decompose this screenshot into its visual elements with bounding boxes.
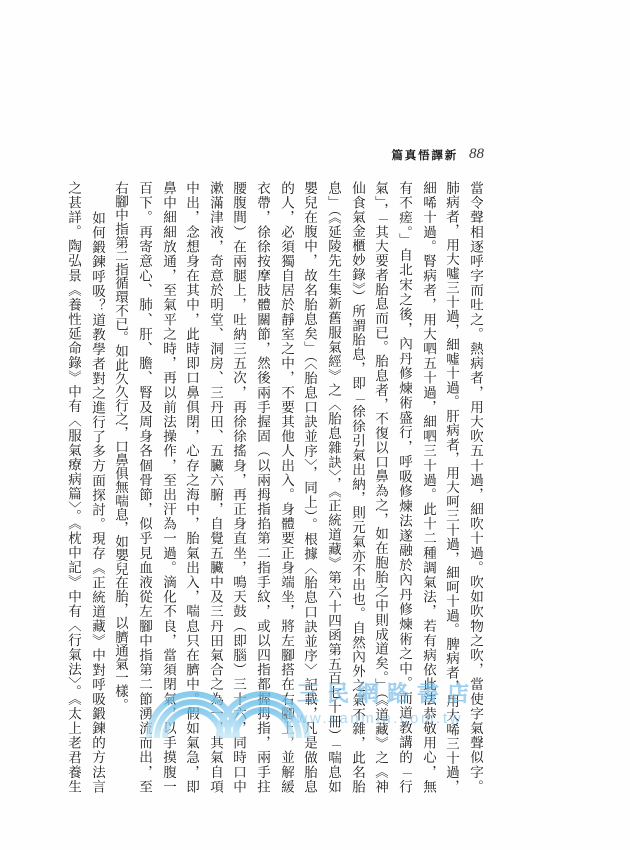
text-column: 仙食氣金櫃妙錄》）所謂胎息，即「徐徐引氣出納，則元氣亦不出也。自然內外之氣不雜，此名胎 <box>349 181 365 793</box>
text-column: 腰腹間）在兩腿上，吐納三五次，再徐徐搖身，再正身直坐，鳴天鼓（即腦）三十六，同時口中 <box>230 181 246 793</box>
text-column: 嬰兒在腹中，故名胎息矣」（〈胎息口訣並序〉，同上）。根據〈胎息口訣並序〉記載，凡是做胎息 <box>301 181 317 793</box>
watermark-store-name: 三民網路書店 <box>297 682 478 707</box>
text-column: 當令聲相逐呼字而吐之。熱病者，用大吹五十過，細吹十過。吹如吹物之吹，當使字氣聲似字。 <box>467 181 483 793</box>
text-column-paragraph-start: 如何鍛鍊呼吸？道教學者對之進行了多方面探討。現存《正統道藏》中對呼吸鍛鍊的方法言 <box>89 211 105 793</box>
text-column: 百下。再寄意心、肺、肝、膽、腎及周身各個骨節，似乎見血液從左腳中指第二節湧流而出，至 <box>136 181 152 793</box>
text-column: 中出，念想身在其中，此時即口鼻俱閉，心存之海中，胎氣出入，喘息只在臍中。假如氣急，即 <box>183 181 199 793</box>
text-column: 有不瘥。」自北宋之後，內丹修煉術盛行，呼吸修煉法遂融於內丹修煉術之中。而道教講的「行 <box>396 181 412 793</box>
text-column: 漱滿津液，奇意於明堂、洞房、三丹田、五臟六腑，自覺五臟中及三丹田氣合之為一，其氣自項 <box>207 181 223 793</box>
text-column: 肺病者，用大噓三十過，細噓十過。肝病者，用大呵三十過，細呵十過。脾病者，用大唏三十過， <box>443 181 459 793</box>
text-column: 的人，必須獨自居於靜室之中，不要其他人出入。身體要正身端坐，將左腳搭在右腳上，並解緩 <box>278 181 294 793</box>
text-column: 細唏十過。腎病者，用大呬五十過，細呬三十過。此十二種調氣法，若有病依此法恭敬用心，無 <box>420 181 436 793</box>
page-number: 88 <box>469 146 484 162</box>
text-column: 衣帶，徐徐按摩肢體關節，然後兩手握固（以兩拇指掐第二指手紋，或以四指都握拇指，兩手拄 <box>254 181 270 793</box>
watermark-url: www.sanmin.com.tw <box>283 710 464 727</box>
text-column-paragraph-end: 右腳中指第二指循環不已。如此久久行之，口鼻俱無喘息，如嬰兒在胎，以臍通氣一樣。 <box>112 181 128 712</box>
running-header-title: 新譯悟真篇 <box>391 148 458 162</box>
text-column: 鼻中細細放通，至氣平之時，再以前法操作，至出汗為一過。滴化不良，當須閉氣，以手摸腹一 <box>160 181 176 793</box>
text-column: 息」（《延陵先生集新舊服氣經》之〈胎息雜訣〉，《正統道藏》第六十四函第五百七十冊）「喘息如 <box>325 181 341 793</box>
text-column: 之甚詳。陶弘景《養性延命錄》中有〈服氣療病篇〉。《枕中記》中有〈行氣法〉。《太上老君養生 <box>65 181 81 793</box>
text-column: 氣」，「其大要者胎息而已。胎息者，不復以口鼻為之，如在胞胎之中則成道矣。」（《道藏》之《神 <box>372 181 388 793</box>
